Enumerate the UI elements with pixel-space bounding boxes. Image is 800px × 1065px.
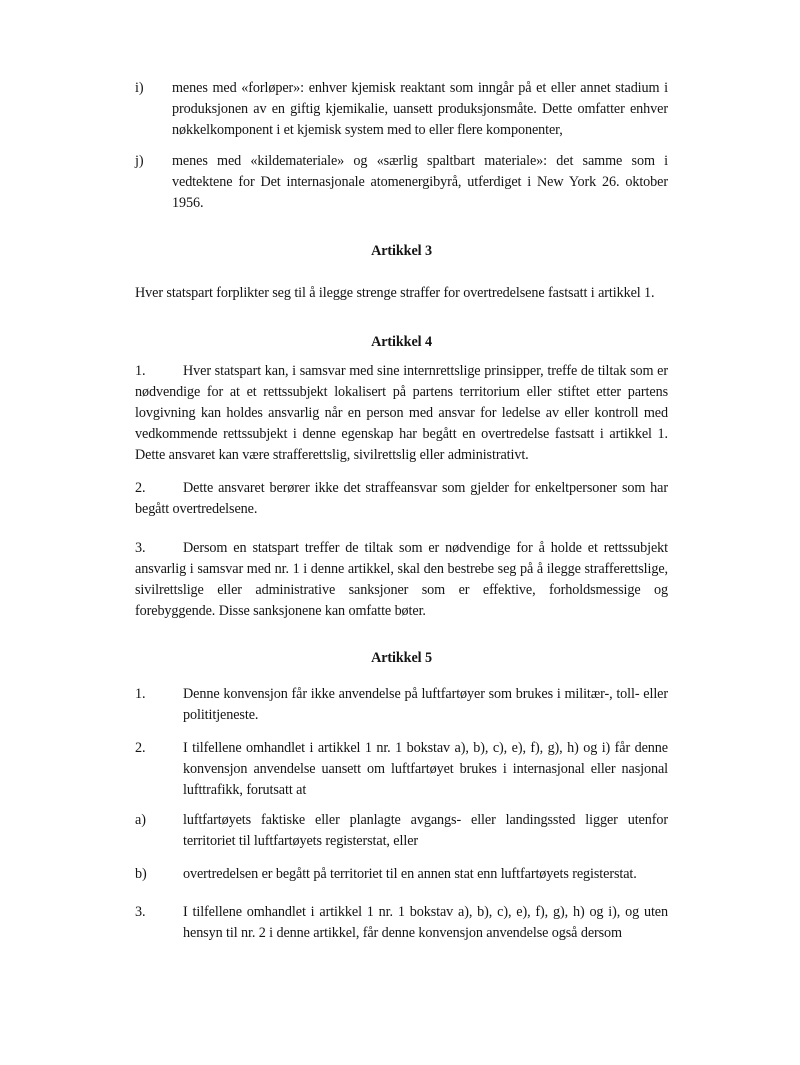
item-text: menes med «kildemateriale» og «særlig spaltbart materiale»: det samme som i vedtektene for Det internasjonale atomenergibyrå, utferdiget i New York 26. oktober 1956. (172, 153, 668, 211)
item-label: 3. (135, 904, 146, 920)
definition-item-i (135, 78, 668, 141)
article-5-item-1 (135, 684, 668, 726)
article-3-heading: Artikkel 3 (371, 243, 432, 259)
item-label: 1. (135, 686, 146, 702)
item-text: Denne konvensjon får ikke anvendelse på luftfartøyer som brukes i militær-, toll- eller polititjeneste. (183, 686, 668, 723)
article-4-heading: Artikkel 4 (371, 334, 432, 350)
article-4-paragraph-3 (135, 538, 668, 622)
page-content (135, 78, 668, 944)
article-5-item-2 (135, 738, 668, 801)
paragraph-number: 1. (135, 363, 146, 379)
item-text: overtredelsen er begått på territoriet til en annen stat enn luftfartøyets registerstat. (183, 866, 637, 882)
article-5-item-3 (135, 902, 668, 944)
item-label: i) (135, 80, 144, 96)
paragraph-text: Dersom en statspart treffer de tiltak som er nødvendige for å holde et rettssubjekt ansvarlig i samsvar med nr. 1 i denne artikkel, skal den bestrebe seg på å ilegge strafferettslige, sivilrettslige eller administrative sanksjoner som er effektive, forholdsmessige og forebyggende. Disse sanksjonene kan omfatte bøter. (135, 540, 668, 619)
article-4-paragraph-2 (135, 478, 668, 520)
item-label: j) (135, 153, 144, 169)
item-label: b) (135, 866, 147, 882)
article-5-item-a (135, 810, 668, 852)
item-label: a) (135, 812, 146, 828)
article-3-paragraph: Hver statspart forplikter seg til å ilegge strenge straffer for overtredelsene fastsatt i artikkel 1. (135, 285, 655, 301)
item-text: I tilfellene omhandlet i artikkel 1 nr. 1 bokstav a), b), c), e), f), g), h) og i), og uten hensyn til nr. 2 i denne artikkel, får denne konvensjon anvendelse også dersom (183, 904, 668, 941)
paragraph-number: 2. (135, 480, 146, 496)
article-5-heading: Artikkel 5 (371, 650, 432, 666)
item-text: luftfartøyets faktiske eller planlagte avgangs- eller landingssted ligger utenfor territoriet til luftfartøyets registerstat, eller (183, 812, 668, 849)
article-4-paragraph-1 (135, 361, 668, 466)
article-5-item-b (135, 864, 668, 885)
item-text: menes med «forløper»: enhver kjemisk reaktant som inngår på et eller annet stadium i produksjonen av en giftig kjemikalie, uansett produksjonsmåte. Dette omfatter enhver nøkkelkomponent i et kjemisk system med to eller flere komponenter, (172, 80, 668, 138)
paragraph-number: 3. (135, 540, 146, 556)
paragraph-text: Dette ansvaret berører ikke det straffeansvar som gjelder for enkeltpersoner som har begått overtredelsene. (135, 480, 668, 517)
definition-item-j (135, 151, 668, 214)
paragraph-text: Hver statspart kan, i samsvar med sine internrettslige prinsipper, treffe de tiltak som er nødvendige for at et rettssubjekt lokalisert på partens territorium eller stiftet etter partens lovgivning kan holdes ansvarlig når en person med ansvar for ledelse av eller kontroll med vedkommende rettssubjekt i denne egenskap har begått en overtredelse fastsatt i artikkel 1. Dette ansvaret kan være strafferettslig, sivilrettslig eller administrativt. (135, 363, 668, 463)
item-label: 2. (135, 740, 146, 756)
item-text: I tilfellene omhandlet i artikkel 1 nr. 1 bokstav a), b), c), e), f), g), h) og i) får denne konvensjon anvendelse uansett om luftfartøyet brukes i internasjonal eller nasjonal lufttrafikk, forutsatt at (183, 740, 668, 798)
